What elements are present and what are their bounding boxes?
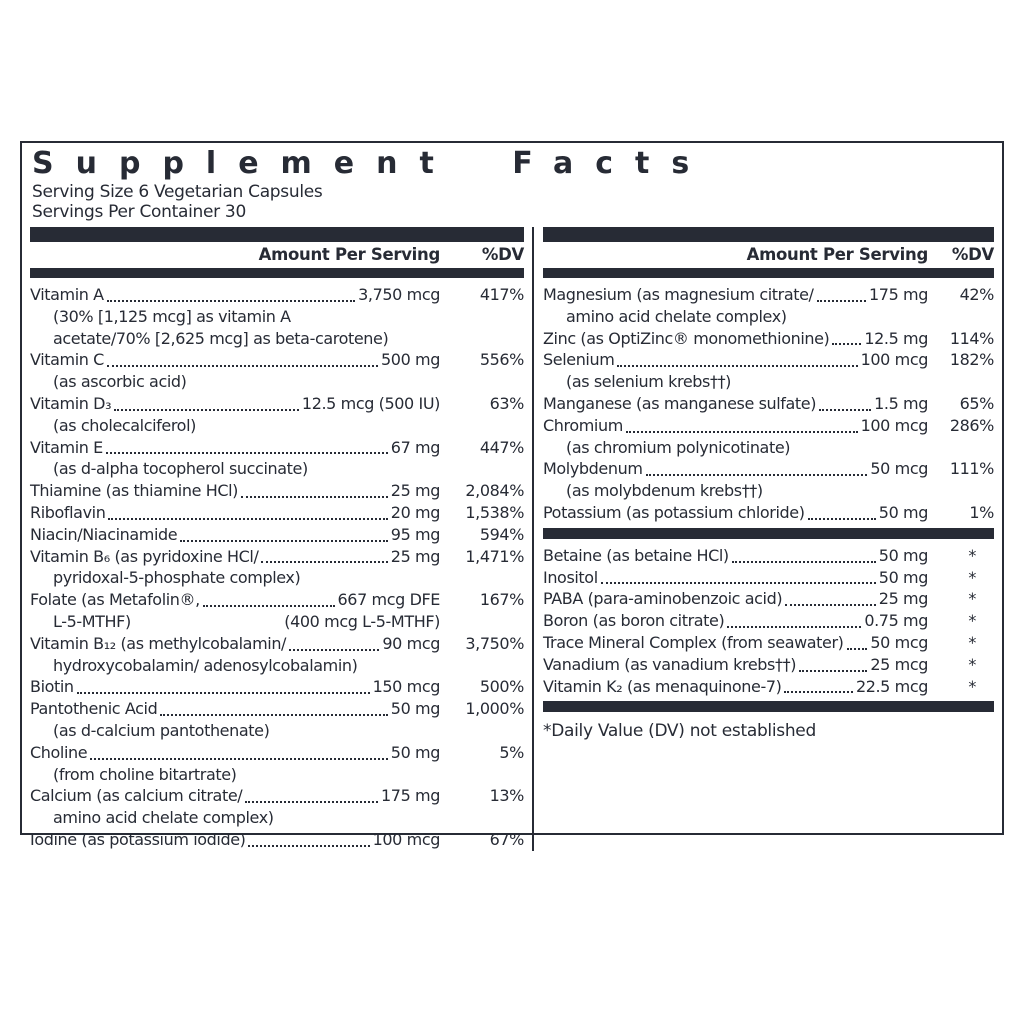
nutrient-dv: 286% bbox=[949, 415, 994, 435]
nutrient-subrow bbox=[543, 306, 928, 328]
nutrient-line bbox=[30, 676, 524, 698]
nutrient-name: Vitamin A bbox=[30, 285, 104, 304]
nutrient-name: Iodine (as potassium iodide) bbox=[30, 829, 246, 849]
leader-dots bbox=[180, 540, 388, 542]
subrow-left: (as d-alpha tocopherol succinate) bbox=[53, 459, 308, 479]
nutrient-amount: 12.5 mcg (500 IU) bbox=[301, 393, 440, 413]
leader-dots bbox=[108, 518, 387, 520]
left-column bbox=[30, 227, 524, 851]
leader-dots bbox=[626, 431, 858, 433]
nutrient-amount: 0.75 mg bbox=[864, 611, 928, 631]
subrow-left: hydroxycobalamin/ adenosylcobalamin) bbox=[53, 655, 358, 675]
nutrient-amount: 50 mg bbox=[390, 699, 440, 719]
nutrient-name: Vitamin C bbox=[30, 350, 104, 370]
leader-dots bbox=[90, 758, 388, 760]
nutrient-subrow bbox=[30, 458, 440, 480]
right-column bbox=[543, 227, 994, 851]
nutrient-amount: 1.5 mg bbox=[874, 393, 928, 413]
nutrient-dv: * bbox=[968, 567, 976, 587]
nutrient-dv: * bbox=[968, 545, 976, 565]
nutrient-line bbox=[543, 545, 994, 567]
section-bar bbox=[543, 701, 994, 712]
nutrient-amount: 150 mcg bbox=[372, 677, 440, 697]
nutrient-row bbox=[30, 698, 524, 742]
leader-dots bbox=[847, 648, 868, 650]
nutrient-name: Manganese (as manganese sulfate) bbox=[543, 393, 817, 413]
nutrient-name: Vitamin D₃ bbox=[30, 393, 112, 413]
leader-dots bbox=[114, 409, 299, 411]
leader-dots bbox=[203, 605, 335, 607]
supplement-facts-label bbox=[20, 141, 1004, 849]
nutrient-line bbox=[30, 829, 524, 851]
nutrient-rows bbox=[543, 284, 994, 524]
page-title: Supplement Facts bbox=[32, 146, 712, 181]
leader-dots bbox=[77, 692, 370, 694]
nutrient-dv: 5% bbox=[499, 742, 524, 762]
leader-dots bbox=[617, 365, 857, 367]
nutrient-subrow bbox=[543, 480, 928, 502]
nutrient-line bbox=[30, 589, 524, 611]
section-bar bbox=[543, 268, 994, 278]
nutrient-row bbox=[30, 829, 524, 851]
nutrient-row bbox=[543, 632, 994, 654]
nutrient-amount: 50 mcg bbox=[870, 632, 928, 652]
nutrient-row bbox=[543, 567, 994, 589]
nutrient-rows bbox=[30, 284, 524, 851]
nutrient-line bbox=[30, 524, 524, 546]
nutrient-line bbox=[543, 676, 994, 698]
nutrient-row bbox=[543, 415, 994, 459]
nutrient-dv: 63% bbox=[489, 393, 524, 413]
nutrient-amount: 50 mg bbox=[878, 502, 928, 522]
nutrient-dv: 13% bbox=[489, 786, 524, 806]
nutrient-subrow bbox=[543, 371, 928, 393]
subrow-left: (30% [1,125 mcg] as vitamin A bbox=[53, 306, 291, 326]
nutrient-line bbox=[543, 415, 994, 437]
nutrient-name: Trace Mineral Complex (from seawater) bbox=[543, 632, 844, 652]
nutrient-dv: 111% bbox=[949, 459, 994, 479]
leader-dots bbox=[261, 561, 387, 563]
nutrient-name: Boron (as boron citrate) bbox=[543, 611, 725, 631]
subrow-left: (as d-calcium pantothenate) bbox=[53, 720, 270, 740]
nutrient-amount: 50 mg bbox=[878, 545, 928, 565]
subrow-left: amino acid chelate complex) bbox=[566, 306, 787, 326]
nutrient-name: Vitamin K₂ (as menaquinone-7) bbox=[543, 676, 782, 696]
nutrient-row bbox=[30, 524, 524, 546]
nutrient-subrow bbox=[30, 807, 440, 829]
nutrient-line bbox=[543, 654, 994, 676]
nutrient-name: Selenium bbox=[543, 350, 615, 370]
nutrient-row bbox=[30, 502, 524, 524]
nutrient-row bbox=[543, 349, 994, 393]
nutrient-amount: 100 mcg bbox=[372, 829, 440, 849]
nutrient-line bbox=[543, 610, 994, 632]
nutrient-line bbox=[543, 284, 994, 306]
nutrient-line bbox=[30, 698, 524, 720]
nutrient-amount: 25 mg bbox=[390, 481, 440, 501]
nutrient-subrow bbox=[30, 306, 440, 328]
nutrient-name: Betaine (as betaine HCl) bbox=[543, 545, 729, 565]
nutrient-dv: 42% bbox=[959, 285, 994, 304]
nutrient-name: Calcium (as calcium citrate/ bbox=[30, 786, 243, 806]
nutrient-row bbox=[30, 284, 524, 349]
amount-per-serving-header: Amount Per Serving bbox=[746, 245, 928, 264]
nutrient-name: Pantothenic Acid bbox=[30, 699, 158, 719]
nutrient-amount: 25 mcg bbox=[870, 654, 928, 674]
nutrient-row bbox=[543, 545, 994, 567]
nutrient-dv: 3,750% bbox=[465, 633, 524, 653]
nutrient-row bbox=[543, 610, 994, 632]
nutrient-amount: 175 mg bbox=[381, 786, 440, 806]
nutrient-line bbox=[543, 567, 994, 589]
nutrient-name: Folate (as Metafolin®, bbox=[30, 590, 200, 610]
subrow-left: (as molybdenum krebs††) bbox=[566, 481, 763, 501]
column-divider bbox=[532, 227, 534, 851]
nutrient-dv: 447% bbox=[479, 437, 524, 457]
nutrient-dv: 417% bbox=[479, 285, 524, 304]
nutrient-line bbox=[543, 328, 994, 350]
nutrient-dv: 1% bbox=[969, 502, 994, 522]
subrow-left: pyridoxal-5-phosphate complex) bbox=[53, 568, 301, 588]
servings-per-container: Servings Per Container 30 bbox=[32, 202, 246, 222]
nutrient-amount: 20 mg bbox=[390, 502, 440, 522]
nutrient-amount: 500 mg bbox=[381, 350, 440, 370]
nutrient-subrow bbox=[30, 567, 440, 589]
nutrient-dv: 67% bbox=[489, 829, 524, 849]
subrow-right: (400 mcg L-5-MTHF) bbox=[284, 611, 440, 631]
nutrient-line bbox=[30, 393, 524, 415]
leader-dots bbox=[727, 626, 861, 628]
nutrient-row bbox=[543, 284, 994, 328]
nutrient-line bbox=[543, 458, 994, 480]
nutrient-row bbox=[543, 502, 994, 524]
leader-dots bbox=[799, 670, 867, 672]
nutrient-amount: 100 mcg bbox=[860, 350, 928, 370]
dv-header: %DV bbox=[481, 245, 524, 264]
nutrient-row bbox=[543, 588, 994, 610]
nutrient-name: Thiamine (as thiamine HCl) bbox=[30, 481, 238, 501]
section-bar bbox=[543, 227, 994, 242]
nutrient-subrow bbox=[30, 655, 440, 677]
nutrient-dv: 500% bbox=[479, 677, 524, 697]
nutrient-row bbox=[30, 546, 524, 590]
nutrient-name: PABA (para-aminobenzoic acid) bbox=[543, 589, 783, 609]
leader-dots bbox=[289, 649, 379, 651]
nutrient-dv: * bbox=[968, 654, 976, 674]
nutrient-row bbox=[543, 328, 994, 350]
subrow-left: (as ascorbic acid) bbox=[53, 372, 187, 392]
nutrient-amount: 67 mg bbox=[390, 437, 440, 457]
nutrient-dv: 556% bbox=[479, 350, 524, 370]
nutrient-row bbox=[30, 742, 524, 786]
subrow-left: (from choline bitartrate) bbox=[53, 764, 237, 784]
leader-dots bbox=[785, 604, 876, 606]
nutrient-line bbox=[30, 284, 524, 306]
nutrient-amount: 100 mcg bbox=[860, 415, 928, 435]
nutrient-name: Potassium (as potassium chloride) bbox=[543, 502, 805, 522]
nutrient-name: Zinc (as OptiZinc® monomethionine) bbox=[543, 328, 830, 348]
nutrient-amount: 175 mg bbox=[869, 285, 928, 304]
nutrient-rows bbox=[543, 545, 994, 698]
nutrient-amount: 22.5 mcg bbox=[855, 676, 928, 696]
nutrient-row bbox=[543, 393, 994, 415]
nutrient-row bbox=[30, 589, 524, 633]
nutrient-name: Vanadium (as vanadium krebs††) bbox=[543, 654, 797, 674]
nutrient-name: Chromium bbox=[543, 415, 623, 435]
nutrient-line bbox=[543, 632, 994, 654]
nutrient-line bbox=[30, 502, 524, 524]
nutrient-dv: * bbox=[968, 632, 976, 652]
nutrient-row bbox=[30, 676, 524, 698]
nutrient-dv: 1,538% bbox=[465, 502, 524, 522]
nutrient-dv: 167% bbox=[479, 590, 524, 610]
leader-dots bbox=[732, 561, 876, 563]
nutrient-subrow bbox=[30, 764, 440, 786]
nutrient-subrow bbox=[30, 611, 440, 633]
nutrient-amount: 25 mg bbox=[390, 546, 440, 566]
nutrient-amount: 50 mg bbox=[390, 742, 440, 762]
nutrient-line bbox=[543, 349, 994, 371]
nutrient-name: Vitamin E bbox=[30, 437, 103, 457]
nutrient-name: Riboflavin bbox=[30, 502, 106, 522]
nutrient-subrow bbox=[30, 371, 440, 393]
nutrient-subrow bbox=[30, 720, 440, 742]
nutrient-name: Niacin/Niacinamide bbox=[30, 524, 178, 544]
nutrient-line bbox=[543, 588, 994, 610]
leader-dots bbox=[832, 343, 861, 345]
nutrient-row bbox=[30, 437, 524, 481]
leader-dots bbox=[646, 474, 868, 476]
nutrient-amount: 95 mg bbox=[390, 524, 440, 544]
nutrient-amount: 12.5 mg bbox=[864, 328, 928, 348]
leader-dots bbox=[107, 300, 355, 302]
leader-dots bbox=[601, 582, 876, 584]
nutrient-line bbox=[543, 393, 994, 415]
subrow-left: L-5-MTHF) bbox=[53, 611, 131, 631]
nutrient-dv: * bbox=[968, 589, 976, 609]
section-bar bbox=[30, 268, 524, 278]
nutrient-row bbox=[543, 654, 994, 676]
leader-dots bbox=[784, 691, 852, 693]
nutrient-dv: 2,084% bbox=[465, 481, 524, 501]
leader-dots bbox=[819, 409, 871, 411]
subrow-left: acetate/70% [2,625 mcg] as beta-carotene) bbox=[53, 328, 389, 348]
subrow-left: (as cholecalciferol) bbox=[53, 415, 196, 435]
column-header bbox=[30, 242, 524, 268]
dv-footnote: *Daily Value (DV) not established bbox=[543, 721, 816, 742]
leader-dots bbox=[107, 365, 378, 367]
subrow-left: (as selenium krebs††) bbox=[566, 372, 732, 392]
facts-columns bbox=[30, 227, 994, 851]
nutrient-subrow bbox=[30, 328, 440, 350]
nutrient-dv: 182% bbox=[949, 350, 994, 370]
nutrient-amount: 25 mg bbox=[878, 589, 928, 609]
nutrient-dv: 594% bbox=[479, 524, 524, 544]
nutrient-name: Molybdenum bbox=[543, 459, 643, 479]
subrow-left: amino acid chelate complex) bbox=[53, 808, 274, 828]
nutrient-line bbox=[30, 785, 524, 807]
amount-per-serving-header: Amount Per Serving bbox=[258, 245, 440, 264]
leader-dots bbox=[808, 518, 876, 520]
nutrient-row bbox=[30, 633, 524, 677]
nutrient-row bbox=[30, 393, 524, 437]
leader-dots bbox=[160, 714, 387, 716]
leader-dots bbox=[817, 300, 866, 302]
section-bar bbox=[543, 528, 994, 539]
serving-size: Serving Size 6 Vegetarian Capsules bbox=[32, 182, 323, 202]
nutrient-amount: 3,750 mcg bbox=[358, 285, 440, 304]
nutrient-dv: * bbox=[968, 676, 976, 696]
leader-dots bbox=[248, 845, 369, 847]
dv-header: %DV bbox=[951, 245, 994, 264]
nutrient-line bbox=[30, 480, 524, 502]
nutrient-amount: 90 mcg bbox=[382, 633, 440, 653]
nutrient-line bbox=[30, 633, 524, 655]
nutrient-amount: 50 mg bbox=[878, 567, 928, 587]
nutrient-row bbox=[543, 458, 994, 502]
nutrient-line bbox=[30, 437, 524, 459]
nutrient-amount: 667 mcg DFE bbox=[337, 590, 440, 610]
nutrient-row bbox=[30, 349, 524, 393]
nutrient-name: Biotin bbox=[30, 677, 74, 697]
nutrient-line bbox=[30, 349, 524, 371]
leader-dots bbox=[241, 496, 388, 498]
subrow-left: (as chromium polynicotinate) bbox=[566, 437, 791, 457]
nutrient-row bbox=[30, 480, 524, 502]
nutrient-dv: 1,471% bbox=[465, 546, 524, 566]
nutrient-dv: 114% bbox=[949, 328, 994, 348]
nutrient-line bbox=[30, 546, 524, 568]
nutrient-name: Vitamin B₆ (as pyridoxine HCl/ bbox=[30, 546, 259, 566]
column-header bbox=[543, 242, 994, 268]
nutrient-dv: 65% bbox=[959, 393, 994, 413]
nutrient-row bbox=[543, 676, 994, 698]
nutrient-dv: 1,000% bbox=[465, 699, 524, 719]
nutrient-name: Choline bbox=[30, 742, 88, 762]
nutrient-row bbox=[30, 785, 524, 829]
leader-dots bbox=[106, 452, 388, 454]
nutrient-subrow bbox=[543, 437, 928, 459]
nutrient-name: Magnesium (as magnesium citrate/ bbox=[543, 285, 814, 304]
section-bar bbox=[30, 227, 524, 242]
nutrient-line bbox=[543, 502, 994, 524]
nutrient-dv: * bbox=[968, 611, 976, 631]
nutrient-name: Inositol bbox=[543, 567, 598, 587]
leader-dots bbox=[245, 801, 378, 803]
nutrient-name: Vitamin B₁₂ (as methylcobalamin/ bbox=[30, 633, 287, 653]
nutrient-line bbox=[30, 742, 524, 764]
nutrient-subrow bbox=[30, 415, 440, 437]
nutrient-amount: 50 mcg bbox=[870, 459, 928, 479]
